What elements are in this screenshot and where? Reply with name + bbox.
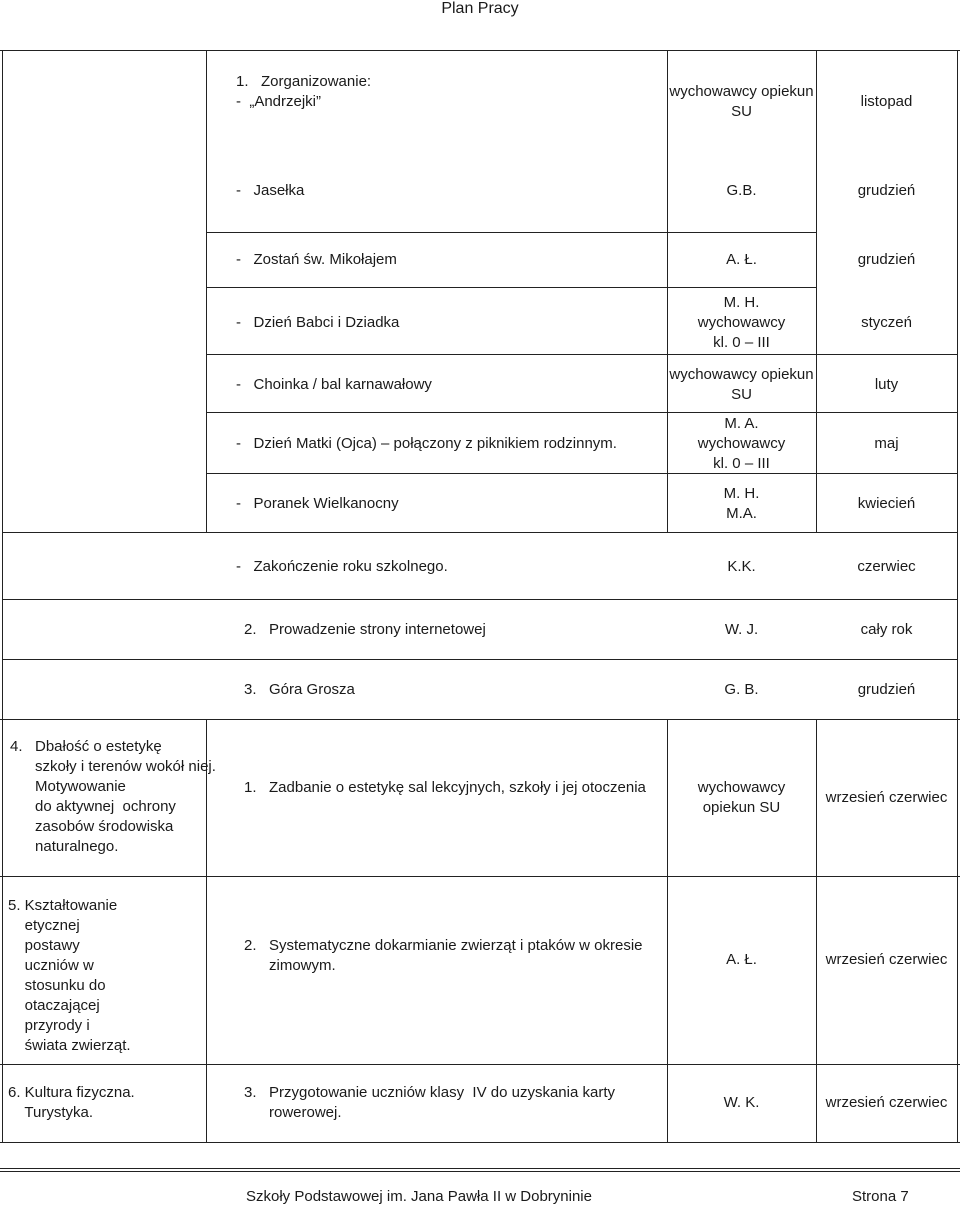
table-line bbox=[0, 1142, 960, 1143]
table-cell-responsible: M. A. wychowawcy kl. 0 – III bbox=[697, 415, 786, 472]
table-cell-date: grudzień bbox=[857, 251, 916, 268]
table-cell-responsible: K.K. bbox=[727, 558, 756, 575]
table-cell-date: grudzień bbox=[857, 182, 916, 199]
table-cell-task: 2. Systematyczne dokarmianie zwierząt i ptaków w okresie zimowym. bbox=[244, 937, 643, 974]
table-cell-task: 1. Zadbanie o estetykę sal lekcyjnych, szkoły i jej otoczenia bbox=[244, 779, 646, 796]
table-cell-responsible: A. Ł. bbox=[726, 251, 757, 268]
table-cell-date: wrzesień czerwiec bbox=[825, 789, 948, 806]
table-line bbox=[957, 50, 958, 1142]
table-cell-activity: 2. Prowadzenie strony internetowej bbox=[244, 621, 486, 638]
table-cell-date: wrzesień czerwiec bbox=[825, 951, 948, 968]
table-line bbox=[206, 287, 816, 288]
table-cell-responsible: A. Ł. bbox=[726, 951, 757, 968]
footer-page-number: Strona 7 bbox=[852, 1188, 909, 1205]
table-cell-date: listopad bbox=[860, 93, 913, 110]
table-cell-responsible: M. H. wychowawcy kl. 0 – III bbox=[697, 294, 786, 351]
table-line bbox=[206, 50, 207, 532]
table-cell-date: luty bbox=[874, 376, 899, 393]
table-cell-date: grudzień bbox=[857, 681, 916, 698]
table-cell-activity: - Dzień Matki (Ojca) – połączony z piknikiem rodzinnym. bbox=[236, 435, 617, 452]
table-line bbox=[206, 232, 816, 233]
table-cell-activity: 3. Góra Grosza bbox=[244, 681, 355, 698]
table-line bbox=[2, 659, 958, 660]
table-line bbox=[206, 412, 958, 413]
table-cell-responsible: W. K. bbox=[723, 1094, 760, 1111]
table-cell-topic: 4. Dbałość o estetykę szkoły i terenów wokół niej. Motywowanie do aktywnej ochrony zasobów środowiska naturalnego. bbox=[10, 738, 216, 855]
table-cell-activity: - Zakończenie roku szkolnego. bbox=[236, 558, 448, 575]
footer-school: Szkoły Podstawowej im. Jana Pawła II w Dobryninie bbox=[246, 1188, 592, 1205]
table-cell-activity: - Dzień Babci i Dziadka bbox=[236, 314, 400, 331]
table-cell-responsible: wychowawcy opiekun SU bbox=[669, 83, 814, 120]
table-line bbox=[2, 50, 3, 1142]
table-cell-date: kwiecień bbox=[857, 495, 916, 512]
table-cell-activity: - Choinka / bal karnawałowy bbox=[236, 376, 432, 393]
table-line bbox=[816, 719, 817, 1142]
table-line bbox=[2, 599, 958, 600]
table-cell-activity: - Jasełka bbox=[236, 182, 305, 199]
table-cell-date: czerwiec bbox=[857, 558, 916, 575]
table-cell-date: wrzesień czerwiec bbox=[825, 1094, 948, 1111]
table-line bbox=[2, 532, 958, 533]
table-cell-responsible: G. B. bbox=[724, 681, 759, 698]
table-cell-activity: - Zostań św. Mikołajem bbox=[236, 251, 397, 268]
table-cell-responsible: wychowawcy opiekun SU bbox=[697, 779, 786, 816]
table-cell-activity: - Poranek Wielkanocny bbox=[236, 495, 399, 512]
table-cell-activity: 1. Zorganizowanie: - „Andrzejki” bbox=[236, 73, 372, 110]
table-line bbox=[206, 473, 958, 474]
table-cell-date: maj bbox=[874, 435, 899, 452]
footer-divider bbox=[0, 1168, 960, 1172]
table-cell-date: cały rok bbox=[860, 621, 913, 638]
table-cell-responsible: M. H. M.A. bbox=[723, 485, 760, 522]
table-cell-task: 3. Przygotowanie uczniów klasy IV do uzyskania karty rowerowej. bbox=[244, 1084, 616, 1121]
table-line bbox=[206, 719, 207, 1142]
table-cell-date: styczeń bbox=[861, 314, 912, 331]
table-line bbox=[206, 354, 958, 355]
table-cell-responsible: W. J. bbox=[724, 621, 759, 638]
table-cell-responsible: wychowawcy opiekun SU bbox=[669, 366, 814, 403]
table-cell-topic: 5. Kształtowanie etycznej postawy uczniów w stosunku do otaczającej przyrody i świata zwierząt. bbox=[8, 897, 131, 1054]
table-line bbox=[816, 50, 817, 532]
page-header: Plan Pracy bbox=[441, 0, 519, 17]
table-cell-responsible: G.B. bbox=[726, 182, 757, 199]
table-cell-topic: 6. Kultura fizyczna. Turystyka. bbox=[8, 1084, 135, 1121]
